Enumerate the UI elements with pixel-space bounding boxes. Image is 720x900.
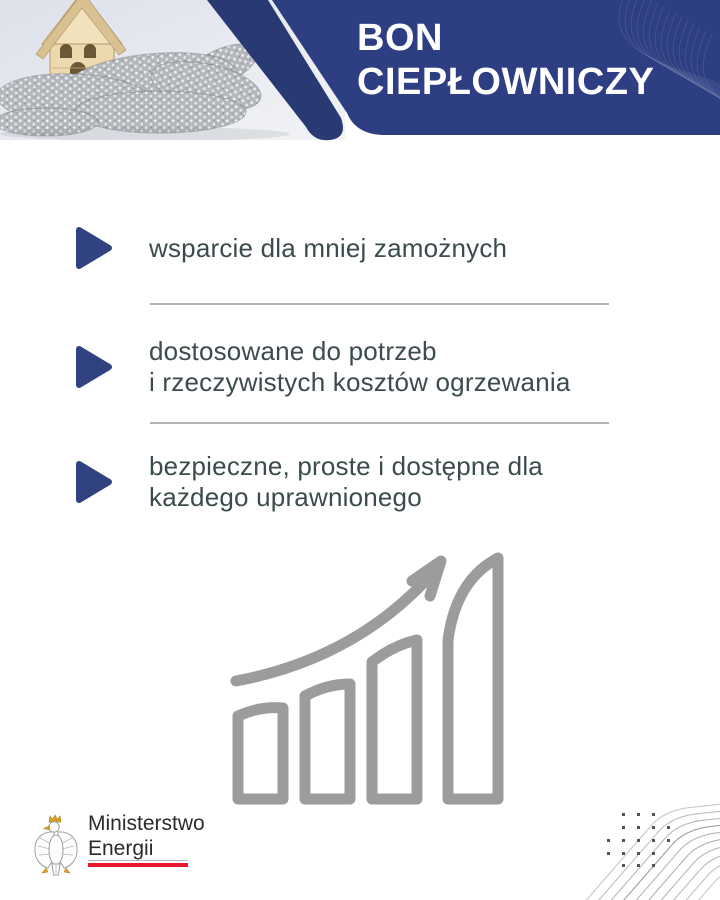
bullet-text-1 (149, 233, 507, 264)
bullet-item-2 (75, 336, 620, 398)
poland-eagle-emblem (32, 814, 80, 880)
bullet-3-line-2: każdego uprawnionego (149, 482, 422, 512)
bullet-text-3 (149, 451, 543, 513)
divider-line-2 (150, 422, 609, 424)
divider-line-1 (150, 303, 609, 305)
rising-bar-chart-with-growth-arrow-icon (226, 548, 510, 810)
bullet-2-line-2: i rzeczywistych kosztów ogrzewania (149, 367, 571, 397)
triangle-right-icon (75, 460, 113, 504)
ministry-name-line-2: Energii (88, 837, 154, 860)
bullet-2-line-1: dostosowane do potrzeb (149, 336, 437, 366)
page-title (357, 16, 717, 104)
ministry-name-line-1: Ministerstwo (88, 812, 205, 835)
bullet-text-2 (149, 336, 571, 398)
title-line-1: BON (357, 17, 443, 59)
header (0, 0, 720, 145)
bullet-1-line-1: wsparcie dla mniej zamożnych (149, 232, 508, 263)
gray-hairline (88, 860, 188, 861)
dot-grid (505, 742, 670, 867)
triangle-right-icon (75, 345, 113, 389)
bullet-item-3 (75, 451, 620, 513)
curved-lines-and-dots-pattern (505, 742, 720, 900)
ministry-wordmark (88, 811, 205, 861)
triangle-right-icon (75, 226, 113, 270)
bullet-item-1 (75, 226, 620, 270)
red-accent-rule (88, 860, 188, 867)
red-bar (88, 863, 188, 867)
bullet-3-line-1: bezpieczne, proste i dostępne dla (149, 451, 543, 481)
title-line-2: CIEPŁOWNICZY (357, 61, 655, 103)
